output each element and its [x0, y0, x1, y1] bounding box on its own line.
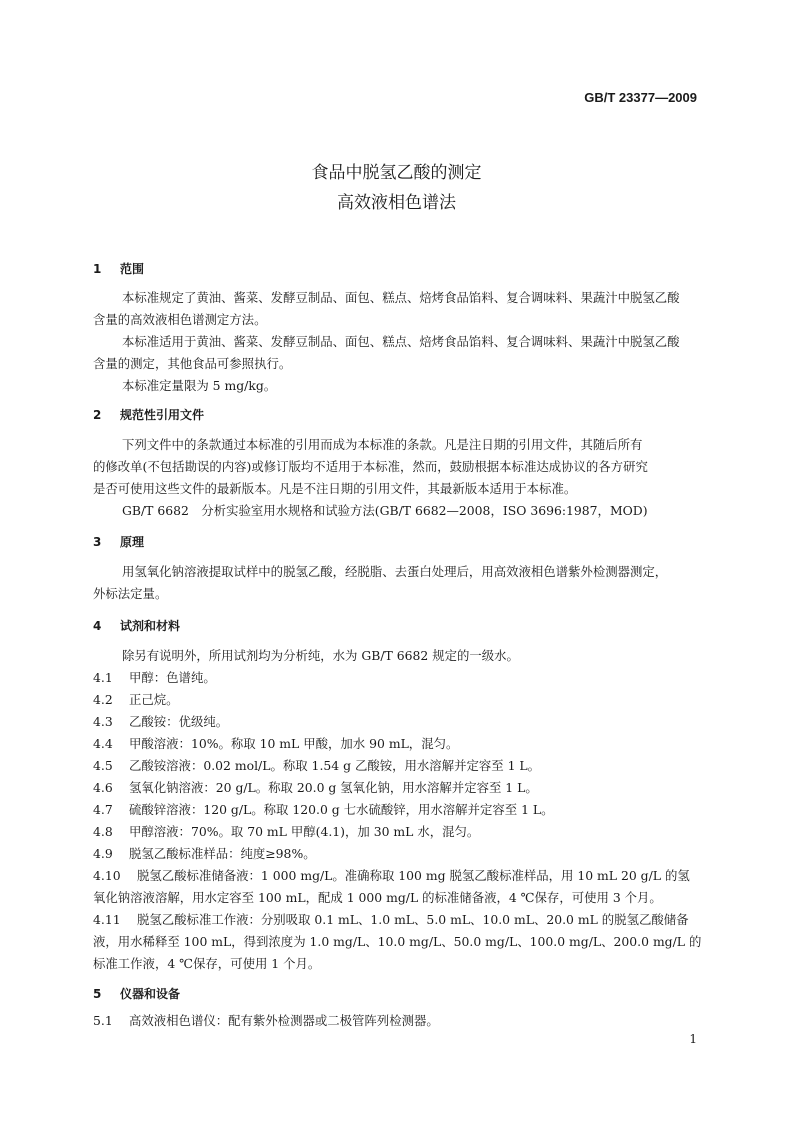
section-heading-4: 4 试剂和材料: [93, 619, 181, 633]
document-title: 食品中脱氢乙酸的测定: [311, 163, 482, 183]
paragraph: 除另有说明外，所用试剂均为分析纯，水为 GB/T 6682 规定的一级水。: [122, 648, 519, 663]
list-item: 4.8 甲醇溶液：70%。取 70 mL 甲醇(4.1)，加 30 mL 水，混匀。: [93, 824, 480, 839]
normative-reference: GB/T 6682 分析实验室用水规格和试验方法(GB/T 6682—2008，ISO 3696:1987，MOD): [122, 503, 648, 518]
paragraph: 本标准适用于黄油、酱菜、发酵豆制品、面包、糕点、焙烤食品馅料、复合调味料、果蔬汁中脱氢乙酸: [122, 334, 680, 349]
section-heading-5: 5 仪器和设备: [93, 987, 181, 1001]
list-item: 4.2 正己烷。: [93, 692, 179, 707]
list-item: 4.3 乙酸铵：优级纯。: [93, 714, 229, 729]
list-item: 4.5 乙酸铵溶液：0.02 mol/L。称取 1.54 g 乙酸铵，用水溶解并定容至 1 L。: [93, 758, 541, 773]
list-item: 4.11 脱氢乙酸标准工作液：分别吸取 0.1 mL、1.0 mL、5.0 mL、10.0 mL、20.0 mL 的脱氢乙酸储备: [93, 912, 689, 927]
document-subtitle: 高效液相色谱法: [337, 193, 456, 213]
list-item: 4.1 甲醇：色谱纯。: [93, 670, 216, 685]
section-heading-1: 1 范围: [93, 262, 145, 276]
list-item-continuation: 氧化钠溶液溶解，用水定容至 100 mL，配成 1 000 mg/L 的标准储备液，4 ℃保存，可使用 3 个月。: [93, 890, 662, 905]
list-item: 4.4 甲酸溶液：10%。称取 10 mL 甲酸，加水 90 mL，混匀。: [93, 736, 459, 751]
paragraph: 用氢氧化钠溶液提取试样中的脱氢乙酸，经脱脂、去蛋白处理后，用高效液相色谱紫外检测器测定，: [122, 564, 668, 579]
paragraph: 本标准规定了黄油、酱菜、发酵豆制品、面包、糕点、焙烤食品馅料、复合调味料、果蔬汁中脱氢乙酸: [122, 290, 680, 305]
list-item-continuation: 液，用水稀释至 100 mL，得到浓度为 1.0 mg/L、10.0 mg/L、50.0 mg/L、100.0 mg/L、200.0 mg/L 的: [93, 934, 702, 949]
paragraph: 本标准定量限为 5 mg/kg。: [122, 378, 277, 393]
list-item: 4.9 脱氢乙酸标准样品：纯度≥98%。: [93, 846, 316, 861]
paragraph: 的修改单(不包括勘误的内容)或修订版均不适用于本标准，然而，鼓励根据本标准达成协议的各方研究: [93, 459, 648, 474]
list-item: 5.1 高效液相色谱仪：配有紫外检测器或二极管阵列检测器。: [93, 1013, 439, 1028]
list-item: 4.6 氢氧化钠溶液：20 g/L。称取 20.0 g 氢氧化钠，用水溶解并定容至 1 L。: [93, 780, 538, 795]
paragraph: 含量的测定，其他食品可参照执行。: [93, 356, 292, 371]
paragraph: 外标法定量。: [93, 586, 168, 601]
list-item: 4.7 硫酸锌溶液：120 g/L。称取 120.0 g 七水硫酸锌，用水溶解并定容至 1 L。: [93, 802, 554, 817]
list-item-continuation: 标准工作液，4 ℃保存，可使用 1 个月。: [93, 956, 321, 971]
page-number: 1: [689, 1032, 697, 1046]
paragraph: 是否可使用这些文件的最新版本。凡是不注日期的引用文件，其最新版本适用于本标准。: [93, 481, 577, 496]
section-heading-3: 3 原理: [93, 535, 145, 549]
paragraph: 含量的高效液相色谱测定方法。: [93, 312, 267, 327]
list-item: 4.10 脱氢乙酸标准储备液：1 000 mg/L。准确称取 100 mg 脱氢乙酸标准样品，用 10 mL 20 g/L 的氢: [93, 868, 690, 883]
standard-number: GB/T 23377—2009: [584, 90, 697, 105]
paragraph: 下列文件中的条款通过本标准的引用而成为本标准的条款。凡是注日期的引用文件，其随后所有: [122, 437, 643, 452]
section-heading-2: 2 规范性引用文件: [93, 408, 205, 422]
